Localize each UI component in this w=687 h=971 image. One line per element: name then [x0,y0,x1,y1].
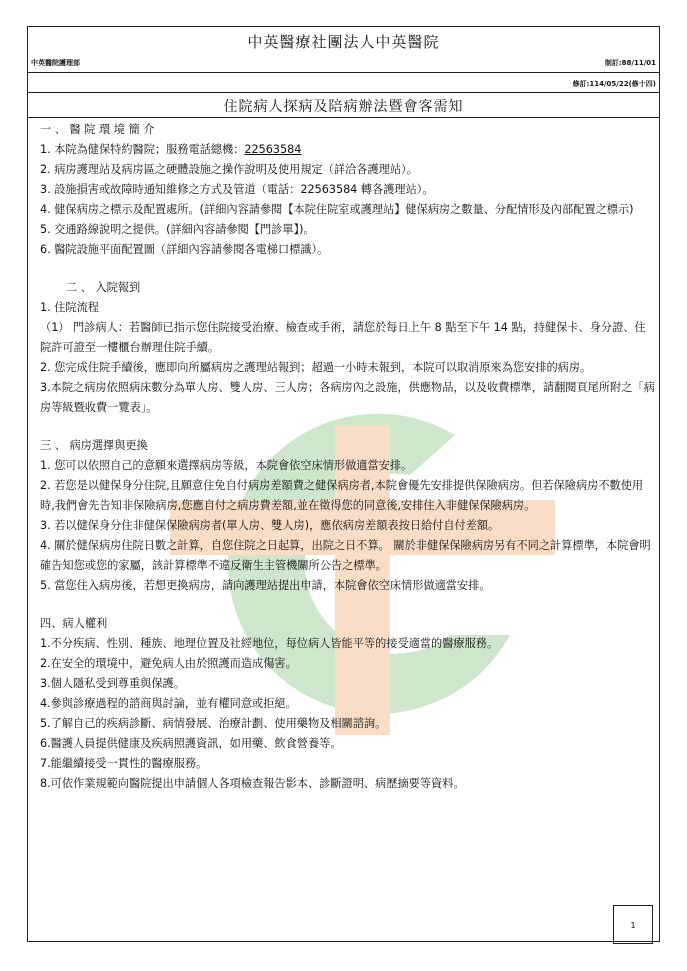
list-item: 1.不分疾病、性別、種族、地理位置及社經地位，每位病人皆能平等的接受適當的醫療服務。 [40,637,499,650]
list-item: 6. 醫院設施平面配置圖（詳細內容請參閱各電梯口標識）。 [40,243,329,256]
document-title: 住院病人探病及陪病辦法暨會客需知 [223,99,464,115]
list-item: 2.在安全的環境中，避免病人由於照護而造成傷害。 [40,657,297,670]
list-item: 4. 健保病房之標示及配置處所。(詳細內容請參閱【本院住院室或護理站】健保病房之數量、分配情形及內部配置之標示) [40,203,634,216]
list-item: （1） 門診病人：若醫師已指示您住院接受治療、檢查或手術，請您於每日上午 8 點至下午 14 點，持健保卡、身分證、住院許可證至一樓櫃台辦理住院手續。 [40,321,646,354]
list-item: 3.個人隱私受到尊重與保護。 [40,677,185,690]
section-heading: 二 、 入院報到 [66,281,141,294]
revision-date: 修訂:114/05/22(修十四) [572,80,656,88]
list-item: 1. 本院為健保特約醫院；服務電話總機：22563584 [40,143,302,156]
list-item: 3. 設施損害或故障時通知維修之方式及管道（電話：22563584 轉各護理站）。 [40,183,434,196]
list-item: 2. 若您是以健保身分住院,且願意住免自付病房差額費之健保病房者,本院會優先安排提供保險病房。但若保險病房不數使用時,我們會先告知非保險病房,您應自付之病房費差額,並在徵得您的同意後,安排住入非健保保險病房。 [40,479,644,512]
section-heading: 三 、 病房選擇與更換 [40,439,148,452]
title-divider-bottom [27,117,660,118]
list-item: 1. 住院流程 [40,301,99,314]
header-divider [27,72,660,73]
list-item: 5. 當您住入病房後，若想更換病房，請向護理站提出申請，本院會依空床情形做適當安排。 [40,579,491,592]
page-number: 1 [613,905,653,944]
document-department: 中英醫院護理部 [31,59,80,67]
phone-number: 22563584 [244,143,302,156]
established-date: 制訂:88/11/01 [604,59,656,67]
list-item: 5.了解自己的疾病診斷、病情發展、治療計劃、使用藥物及相關諮詢。 [40,717,387,730]
document-body [40,120,655,794]
section-heading: 一 、 醫 院 環 境 簡 介 [40,123,155,136]
list-item: 3.本院之病房依照病床數分為單人房、雙人房、三人房；各病房內之設施，供應物品，以及收費標準，請翻閱頁尾所附之「病房等級暨收費一覽表」。 [40,381,655,414]
list-item: 2. 病房護理站及病房區之硬體設施之操作說明及使用規定（詳洽各護理站）。 [40,163,418,176]
organization-title: 中英醫療社團法人中英醫院 [247,33,440,51]
list-item: 1. 您可以依照自己的意願來選擇病房等級，本院會依空床情形做適當安排。 [40,459,413,472]
section-heading: 四、病人權利 [40,617,108,630]
list-item: 4.參與診療過程的諮商與討論，並有權同意或拒絕。 [40,697,297,710]
title-divider-top [27,92,660,93]
list-item: 2. 您完成住院手續後，應即向所屬病房之護理站報到；超過一小時未報到，本院可以取消原來為您安排的病房。 [40,361,592,374]
list-item: 3. 若以健保身分住非健保保險病房者(單人房、雙人房)，應依病房差額表按日給付自付差額。 [40,519,500,532]
list-item: 6.醫護人員提供健康及疾病照護資訊，如用藥、飲食營養等。 [40,737,342,750]
list-item: 8.可依作業規範向醫院提出申請個人各項檢查報告影本、診斷證明、病歷摘要等資料。 [40,777,465,790]
list-item: 7.能繼續接受一貫性的醫療服務。 [40,757,208,770]
list-item: 4. 關於健保病房住院日數之計算，自您住院之日起算，出院之日不算。 關於非健保保險病房另有不同之計算標準，本院會明確告知您或您的家屬，該計算標準不違反衛生主管機關所公告之標準。 [40,539,651,572]
list-item: 5. 交通路線說明之提供。(詳細內容請參閱【門診單】)。 [40,223,315,236]
